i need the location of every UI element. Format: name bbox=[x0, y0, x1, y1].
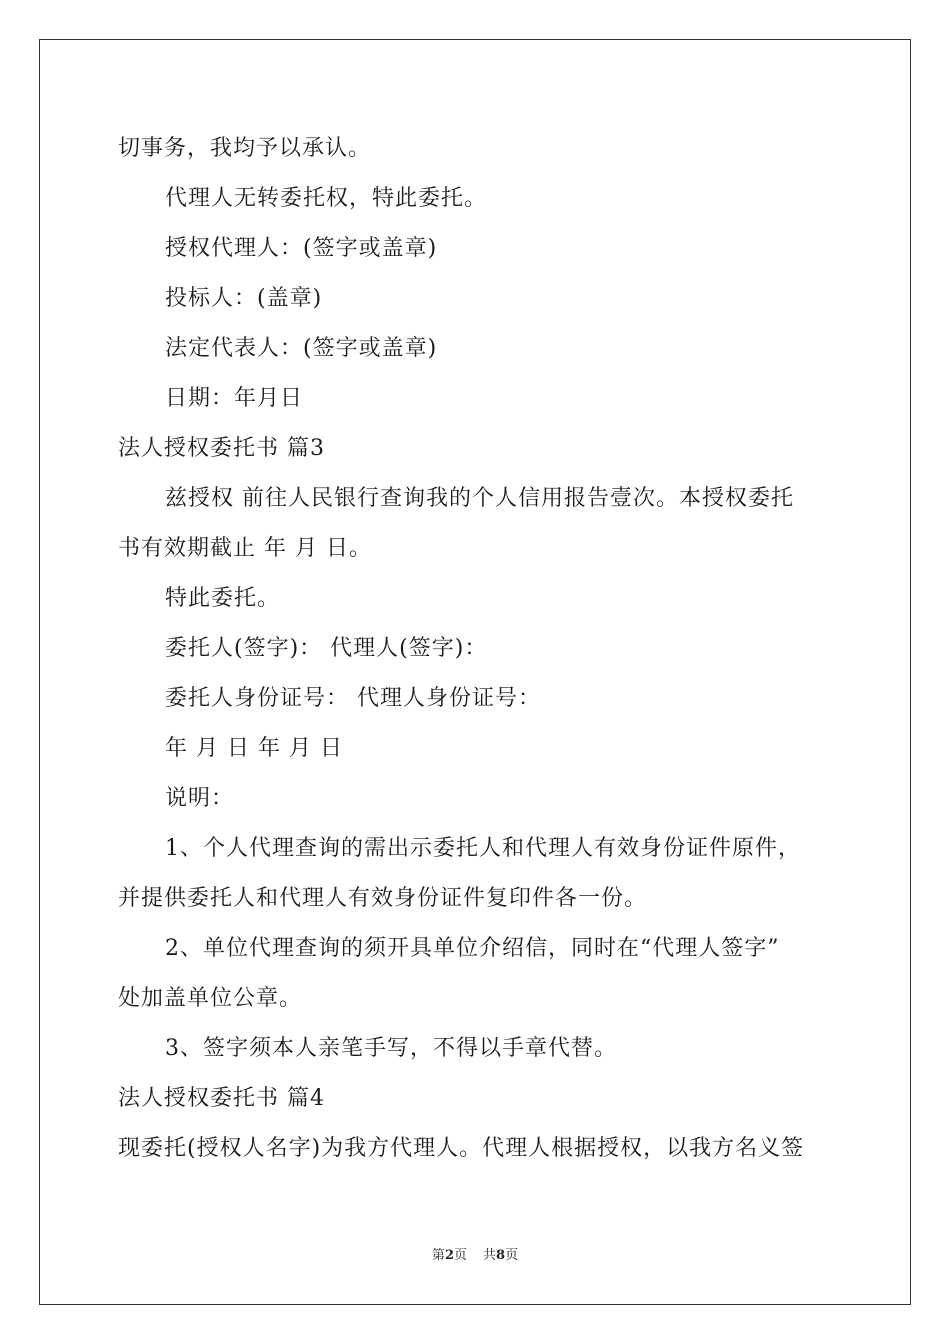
body-line: 现委托(授权人名字)为我方代理人。代理人根据授权，以我方名义签 bbox=[118, 1136, 805, 1161]
body-line: 说明： bbox=[165, 786, 235, 811]
footer-total-prefix: 共 bbox=[483, 1248, 497, 1263]
page-frame bbox=[39, 39, 911, 1305]
body-line: 特此委托。 bbox=[165, 586, 281, 611]
footer-page-prefix: 第 bbox=[431, 1248, 445, 1263]
body-line: 委托人(签字)： 代理人(签字)： bbox=[165, 636, 488, 661]
body-line: 2、单位代理查询的须开具单位介绍信，同时在“代理人签字” bbox=[165, 936, 780, 961]
section-heading: 法人授权委托书 篇4 bbox=[118, 1086, 325, 1111]
body-line: 委托人身份证号： 代理人身份证号： bbox=[165, 686, 541, 711]
body-line: 3、签字须本人亲笔手写，不得以手章代替。 bbox=[165, 1036, 617, 1061]
footer-total-number: 8 bbox=[496, 1248, 506, 1263]
body-line: 日期：年月日 bbox=[165, 386, 304, 411]
footer-page-number: 2 bbox=[444, 1248, 454, 1263]
body-line: 书有效期截止 年 月 日。 bbox=[118, 536, 372, 561]
body-line: 兹授权 前往人民银行查询我的个人信用报告壹次。本授权委托 bbox=[165, 486, 794, 511]
body-line: 年 月 日 年 月 日 bbox=[165, 736, 343, 761]
body-line: 投标人：(盖章) bbox=[165, 286, 323, 311]
body-line: 处加盖单位公章。 bbox=[118, 986, 303, 1011]
body-line: 法定代表人：(签字或盖章) bbox=[165, 336, 438, 361]
footer-total-suffix: 页 bbox=[505, 1248, 519, 1263]
page-footer bbox=[0, 1247, 950, 1265]
body-line: 切事务，我均予以承认。 bbox=[118, 136, 372, 161]
footer-page-suffix: 页 bbox=[453, 1248, 467, 1263]
section-heading: 法人授权委托书 篇3 bbox=[118, 436, 325, 461]
body-line: 1、个人代理查询的需出示委托人和代理人有效身份证件原件， bbox=[165, 836, 801, 861]
body-line: 并提供委托人和代理人有效身份证件复印件各一份。 bbox=[118, 886, 648, 911]
body-line: 授权代理人：(签字或盖章) bbox=[165, 236, 438, 261]
body-line: 代理人无转委托权，特此委托。 bbox=[165, 186, 488, 211]
